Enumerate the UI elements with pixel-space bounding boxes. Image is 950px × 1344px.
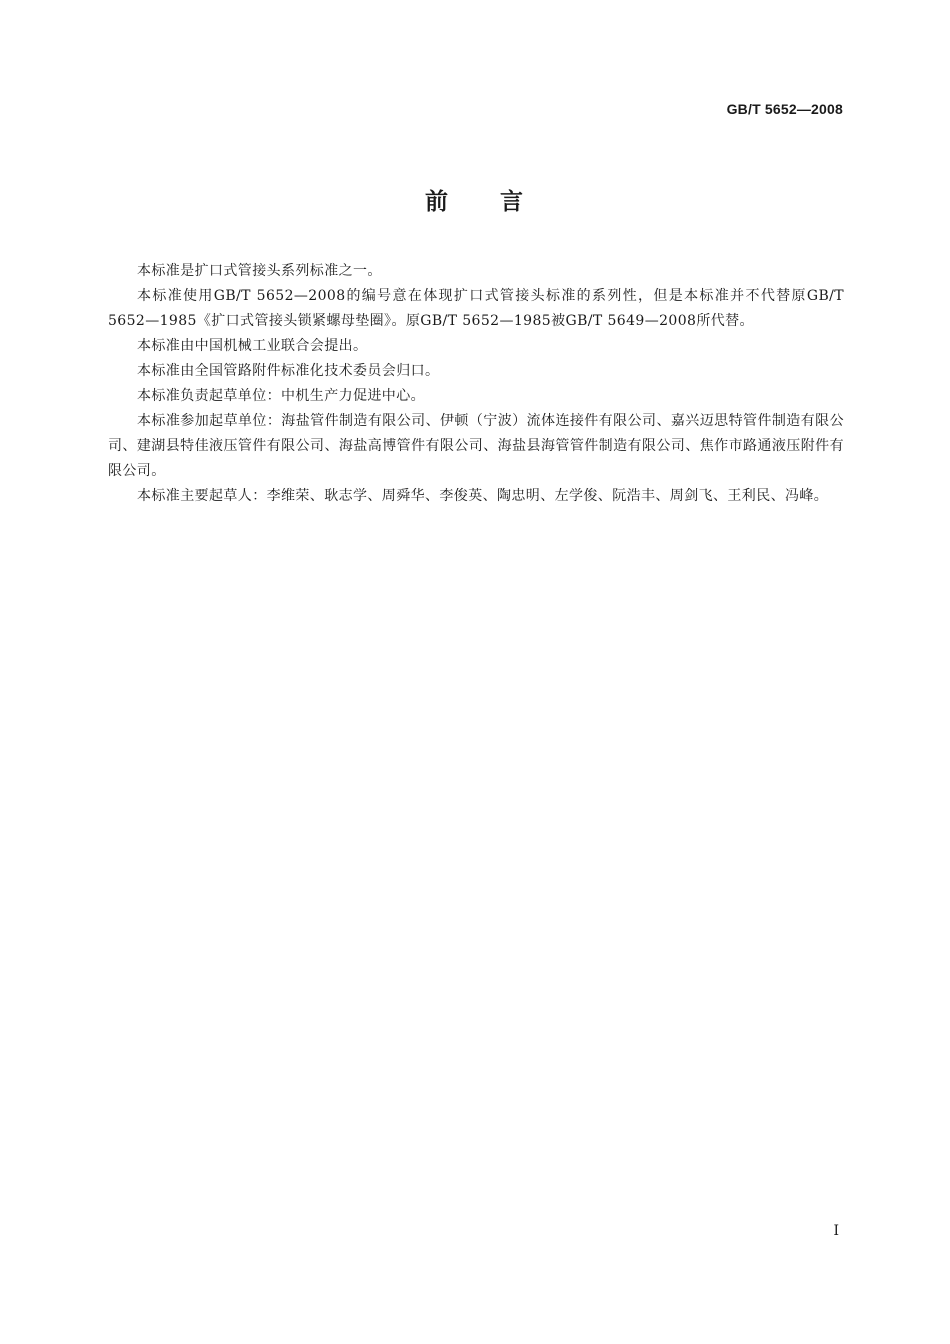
title-char-1: 前: [425, 189, 450, 215]
paragraph: 本标准参加起草单位：海盐管件制造有限公司、伊顿（宁波）流体连接件有限公司、嘉兴迈思特管件制造有限公司、建湖县特佳液压管件有限公司、海盐高博管件有限公司、海盐县海管管件制造有限公司、焦作市路通液压附件有限公司。: [108, 413, 844, 479]
paragraph: 本标准是扩口式管接头系列标准之一。: [137, 263, 382, 279]
paragraph: 本标准由全国管路附件标准化技术委员会归口。: [137, 363, 440, 379]
foreword-body: [108, 259, 844, 509]
paragraph: 本标准负责起草单位：中机生产力促进中心。: [137, 388, 425, 404]
page-number: I: [833, 1223, 839, 1239]
paragraph: 本标准使用GB/T 5652—2008的编号意在体现扩口式管接头标准的系列性，但是本标准并不代替原GB/T 5652—1985《扩口式管接头锁紧螺母垫圈》。原GB/T 5652—1985被GB/T 5649—2008所代替。: [108, 288, 844, 329]
title-char-2: 言: [500, 189, 525, 215]
standard-code: GB/T 5652—2008: [726, 101, 843, 117]
paragraph: 本标准主要起草人：李维荣、耿志学、周舜华、李俊英、陶忠明、左学俊、阮浩丰、周剑飞、王利民、冯峰。: [137, 488, 829, 504]
page-title: [0, 183, 950, 216]
paragraph: 本标准由中国机械工业联合会提出。: [137, 338, 368, 354]
